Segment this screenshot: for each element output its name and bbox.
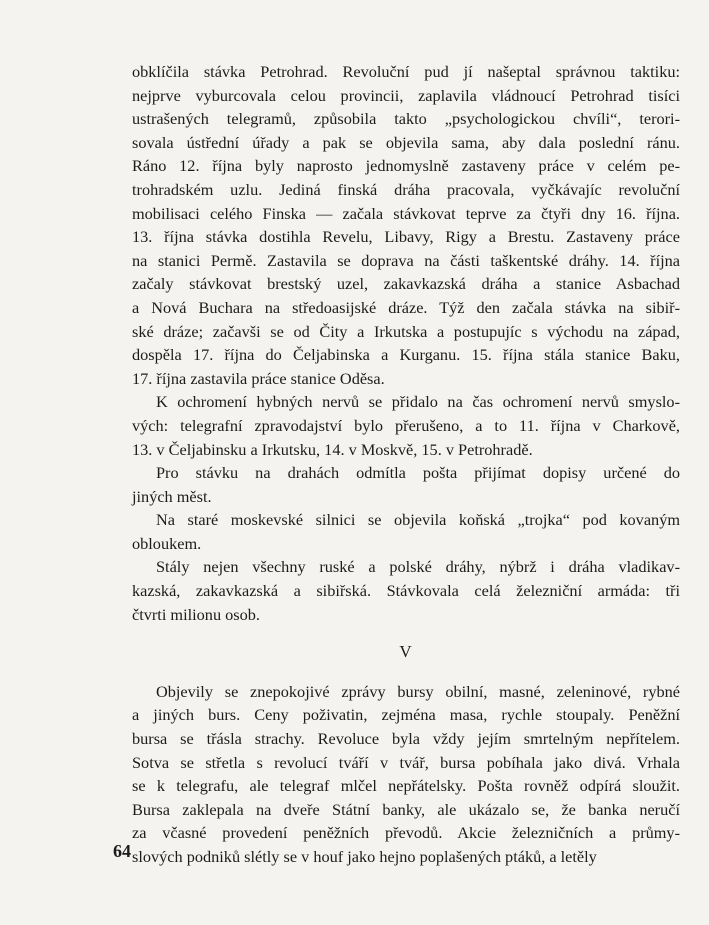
text-line: jiných měst. [132,486,212,506]
text-line: dospěla 17. října do Čeljabinska a Kurganu. 15. října stála stanice Baku, [132,345,680,365]
text-line: 13. října stávka dostihla Revelu, Libavy, Rigy a Brestu. Zastaveny práce [132,227,680,247]
text-line: ustrašených telegramů, způsobila takto „psychologickou chvíli“, terori- [132,109,680,129]
text-line: sovala ústřední úřady a pak se objevila sama, aby dala poslední ránu. [132,132,680,152]
text-line: Stály nejen všechny ruské a polské dráhy, nýbrž i dráha vladikav- [156,557,680,577]
text-line: Ráno 12. října byly naprosto jednomyslně zastaveny práce v celém pe- [132,156,680,176]
text-line: 13. v Čeljabinsku a Irkutsku, 14. v Moskvě, 15. v Petrohradě. [132,439,533,459]
text-line: Na staré moskevské silnici se objevila koňská „trojka“ pod kovaným [156,510,680,530]
text-line: vých: telegrafní zpravodajství bylo přerušeno, a to 11. října v Charkově, [132,415,680,435]
text-line: na stanici Permě. Zastavila se doprava na části taškentské dráhy. 14. října [132,250,680,270]
text-line: Bursa zaklepala na dveře Státní banky, ale ukázalo se, že banka neručí [132,799,680,819]
text-line: čtvrti milionu osob. [132,604,260,624]
text-line: bursa se třásla strachy. Revoluce byla vždy jejím smrtelným nepřítelem. [132,729,680,749]
text-line: 17. října zastavila práce stanice Oděsa. [132,368,385,388]
text-line: Sotva se střetla s revolucí tváří v tvář, bursa pobíhala jako divá. Vrhala [132,752,680,772]
section-heading: V [399,642,413,662]
text-line: K ochromení hybných nervů se přidalo na čas ochromení nervů smyslo- [156,392,680,412]
text-line: trohradském uzlu. Jediná finská dráha pracovala, vyčkávajíc revoluční [132,179,680,199]
text-line: kazská, zakavkazská a sibiřská. Stávkovala celá železniční armáda: tři [132,581,680,601]
text-line: a jiných burs. Ceny poživatin, zejména masa, rychle stoupaly. Peněžní [132,705,680,725]
text-line: obloukem. [132,533,202,553]
text-line: Pro stávku na drahách odmítla pošta přijímat dopisy určené do [156,463,680,483]
paragraph [132,60,680,390]
paragraph [132,461,680,508]
text-line: ské dráze; začavši se od Čity a Irkutska a postupujíc s východu na západ, [132,321,680,341]
paragraph [132,680,680,869]
paragraph [132,555,680,626]
text-line: se k telegrafu, ale telegraf mlčel nepřátelsky. Pošta rovněž odpírá sloužit. [132,776,680,796]
page-number: 64 [113,841,131,861]
text-line: Objevily se znepokojivé zprávy bursy obilní, masné, zeleninové, rybné [156,681,680,701]
text-line: nejprve vyburcovala celou provincii, zaplavila vládnoucí Petrohrad tisíci [132,85,680,105]
text-line: a Nová Buchara na středoasijské dráze. Týž den začala stávka na sibiř- [132,297,680,317]
text-line: mobilisaci celého Finska — začala stávkovat teprve za čtyři dny 16. října. [132,203,680,223]
text-line: slových podniků slétly se v houf jako hejno poplašených ptáků, a letěly [132,847,597,866]
paragraph [132,508,680,555]
text-line: začaly stávkovat brestský uzel, zakavkazská dráha a stanice Asbachad [132,274,680,294]
text-after-section [132,680,680,869]
paragraph [132,390,680,461]
body-text [132,60,680,869]
text-line: za včasné provedení peněžních převodů. Akcie železničních a průmy- [132,823,680,843]
text-before-section [132,60,680,626]
text-line: obklíčila stávka Petrohrad. Revoluční pud jí našeptal správnou taktiku: [132,62,680,81]
